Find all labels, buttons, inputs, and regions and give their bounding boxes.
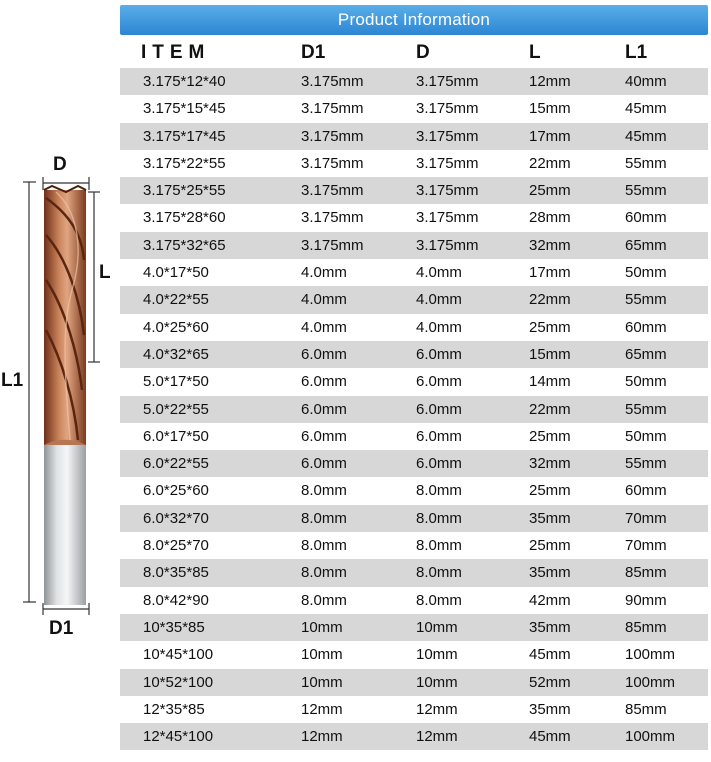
cell-d1: 6.0mm [301, 427, 347, 445]
cell-d: 8.0mm [416, 564, 462, 582]
cell-l1: 60mm [625, 318, 667, 336]
cell-d1: 6.0mm [301, 455, 347, 473]
cell-d1: 3.175mm [301, 127, 364, 145]
cell-item: 6.0*17*50 [143, 427, 209, 445]
cell-item: 4.0*17*50 [143, 264, 209, 282]
cell-d1: 3.175mm [301, 73, 364, 90]
cell-l1: 50mm [625, 427, 667, 445]
column-header-l1: L1 [625, 42, 648, 63]
cell-item: 3.175*15*45 [143, 100, 226, 118]
table-header-row [120, 38, 708, 68]
cell-l1: 55mm [625, 182, 667, 200]
table-row [120, 505, 708, 532]
cell-l: 22mm [529, 400, 571, 418]
cell-l1: 65mm [625, 236, 667, 254]
cell-l1: 45mm [625, 127, 667, 145]
cell-d1: 12mm [301, 728, 343, 746]
cell-d1: 8.0mm [301, 591, 347, 609]
cell-l1: 55mm [625, 455, 667, 473]
cell-l1: 55mm [625, 291, 667, 309]
cell-l: 15mm [529, 100, 571, 118]
cell-item: 12*45*100 [143, 728, 214, 746]
cell-item: 3.175*17*45 [143, 127, 226, 145]
end-mill-drawing [0, 140, 120, 640]
cell-d1: 8.0mm [301, 537, 347, 555]
cell-l: 35mm [529, 564, 571, 582]
table-row [120, 123, 708, 150]
table-row [120, 68, 708, 95]
cell-d1: 6.0mm [301, 400, 347, 418]
cell-l: 22mm [529, 154, 571, 172]
cell-item: 3.175*25*55 [143, 182, 226, 200]
cell-d: 4.0mm [416, 318, 462, 336]
cell-l: 45mm [529, 728, 571, 746]
table-row [120, 259, 708, 286]
cell-d: 8.0mm [416, 482, 462, 500]
table-row [120, 396, 708, 423]
cell-item: 3.175*28*60 [143, 209, 226, 227]
cell-item: 10*45*100 [143, 646, 214, 664]
cell-l1: 60mm [625, 482, 667, 500]
cell-d1: 4.0mm [301, 318, 347, 336]
cell-l: 45mm [529, 646, 571, 664]
cell-d1: 6.0mm [301, 373, 347, 391]
cell-d1: 10mm [301, 673, 343, 691]
cell-item: 6.0*32*70 [143, 509, 209, 527]
cell-l: 42mm [529, 591, 571, 609]
cell-d: 3.175mm [416, 182, 479, 200]
cell-d1: 10mm [301, 618, 343, 636]
cell-l1: 100mm [625, 646, 676, 664]
cell-l1: 55mm [625, 400, 667, 418]
cell-item: 4.0*22*55 [143, 291, 209, 309]
cell-l: 15mm [529, 345, 571, 363]
cell-d: 3.175mm [416, 209, 479, 227]
table-row [120, 177, 708, 204]
cell-d1: 8.0mm [301, 509, 347, 527]
table-row [120, 95, 708, 122]
column-header-l: L [529, 42, 541, 63]
cell-l1: 100mm [625, 728, 676, 746]
cell-d: 4.0mm [416, 264, 462, 282]
cell-l: 35mm [529, 700, 571, 718]
table-row [120, 314, 708, 341]
cell-l1: 55mm [625, 154, 667, 172]
cell-l1: 50mm [625, 264, 667, 282]
cell-d: 3.175mm [416, 236, 479, 254]
cell-item: 5.0*22*55 [143, 400, 209, 418]
cell-d1: 8.0mm [301, 564, 347, 582]
cell-item: 5.0*17*50 [143, 373, 209, 391]
column-header-d: D [416, 42, 430, 63]
table-row [120, 669, 708, 696]
table-row [120, 150, 708, 177]
cell-l1: 85mm [625, 564, 667, 582]
cell-item: 4.0*32*65 [143, 345, 209, 363]
cell-l: 12mm [529, 73, 571, 90]
table-row [120, 368, 708, 395]
cell-item: 10*52*100 [143, 673, 214, 691]
table-row [120, 587, 708, 614]
table-row [120, 341, 708, 368]
cell-l: 17mm [529, 127, 571, 145]
dimension-label-l1: L1 [1, 370, 24, 391]
cell-d: 8.0mm [416, 537, 462, 555]
cell-d1: 8.0mm [301, 482, 347, 500]
cell-d: 6.0mm [416, 373, 462, 391]
cell-l: 52mm [529, 673, 571, 691]
cell-l: 28mm [529, 209, 571, 227]
table-row [120, 614, 708, 641]
table-row [120, 559, 708, 586]
cell-l: 25mm [529, 427, 571, 445]
cell-l: 17mm [529, 264, 571, 282]
cell-d1: 3.175mm [301, 100, 364, 118]
cell-l: 35mm [529, 618, 571, 636]
table-title: Product Information [120, 5, 708, 35]
cell-d: 3.175mm [416, 154, 479, 172]
cell-item: 6.0*22*55 [143, 455, 209, 473]
cell-l1: 70mm [625, 537, 667, 555]
cell-l1: 90mm [625, 591, 667, 609]
cell-l: 35mm [529, 509, 571, 527]
cell-d: 10mm [416, 673, 458, 691]
cell-l1: 70mm [625, 509, 667, 527]
table-row [120, 477, 708, 504]
cell-d: 6.0mm [416, 455, 462, 473]
cell-d: 10mm [416, 646, 458, 664]
cell-d: 12mm [416, 700, 458, 718]
cell-d1: 3.175mm [301, 154, 364, 172]
cell-d: 12mm [416, 728, 458, 746]
cell-item: 3.175*22*55 [143, 154, 226, 172]
table-row [120, 641, 708, 668]
cell-l: 25mm [529, 182, 571, 200]
dimension-label-l: L [99, 262, 111, 283]
table-body [120, 68, 708, 750]
column-header-item: ITEM [141, 42, 211, 63]
cell-l: 14mm [529, 373, 571, 391]
cell-d1: 4.0mm [301, 264, 347, 282]
cell-l: 25mm [529, 482, 571, 500]
cell-d: 10mm [416, 618, 458, 636]
cell-item: 6.0*25*60 [143, 482, 209, 500]
cell-item: 8.0*35*85 [143, 564, 209, 582]
column-header-d1: D1 [301, 42, 326, 63]
cell-l: 32mm [529, 455, 571, 473]
table-row [120, 423, 708, 450]
cell-item: 3.175*12*40 [143, 73, 226, 90]
cell-d: 6.0mm [416, 427, 462, 445]
table-row [120, 232, 708, 259]
cell-item: 4.0*25*60 [143, 318, 209, 336]
dimension-label-d: D [53, 154, 67, 175]
table-row [120, 450, 708, 477]
table-row [120, 204, 708, 231]
cell-l1: 40mm [625, 73, 667, 90]
cell-d1: 6.0mm [301, 345, 347, 363]
cell-d1: 3.175mm [301, 209, 364, 227]
cell-item: 8.0*25*70 [143, 537, 209, 555]
cell-l: 25mm [529, 318, 571, 336]
cell-l1: 50mm [625, 373, 667, 391]
cell-d: 3.175mm [416, 100, 479, 118]
cell-d1: 10mm [301, 646, 343, 664]
cell-d1: 3.175mm [301, 236, 364, 254]
dimension-label-d1: D1 [49, 618, 74, 639]
cell-l: 22mm [529, 291, 571, 309]
cell-l: 32mm [529, 236, 571, 254]
cell-d1: 3.175mm [301, 182, 364, 200]
cell-d: 3.175mm [416, 127, 479, 145]
cell-d: 4.0mm [416, 291, 462, 309]
cell-item: 12*35*85 [143, 700, 205, 718]
cell-l1: 100mm [625, 673, 676, 691]
product-information-table [120, 5, 708, 760]
cell-l1: 85mm [625, 700, 667, 718]
cell-l1: 85mm [625, 618, 667, 636]
table-row [120, 723, 708, 750]
cell-d1: 12mm [301, 700, 343, 718]
cell-d: 6.0mm [416, 345, 462, 363]
cell-d: 8.0mm [416, 591, 462, 609]
cell-item: 3.175*32*65 [143, 236, 226, 254]
shank-section [44, 445, 86, 605]
table-row [120, 286, 708, 313]
table-row [120, 696, 708, 723]
cell-item: 10*35*85 [143, 618, 205, 636]
cell-d: 8.0mm [416, 509, 462, 527]
cell-l1: 45mm [625, 100, 667, 118]
cell-l: 25mm [529, 537, 571, 555]
cell-l1: 65mm [625, 345, 667, 363]
cell-d1: 4.0mm [301, 291, 347, 309]
table-row [120, 532, 708, 559]
cell-d: 3.175mm [416, 73, 479, 90]
cell-d: 6.0mm [416, 400, 462, 418]
cell-l1: 60mm [625, 209, 667, 227]
cell-item: 8.0*42*90 [143, 591, 209, 609]
